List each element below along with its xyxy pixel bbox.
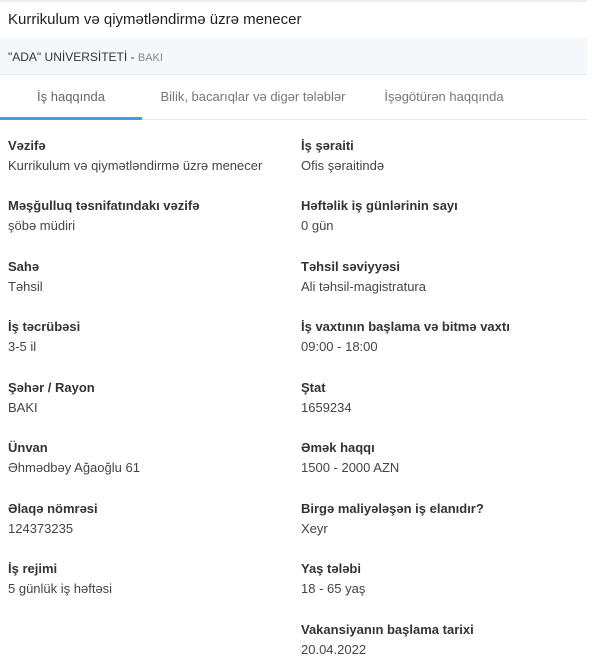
field-classification-position-value: şöbə müdiri bbox=[8, 218, 76, 233]
field-salary bbox=[301, 439, 399, 477]
field-sector-label: Sahə bbox=[8, 259, 40, 274]
company-bar bbox=[0, 38, 587, 75]
field-address bbox=[8, 439, 140, 477]
tab-about-job[interactable] bbox=[0, 75, 142, 119]
field-cofunded-label: Birgə maliyələşən iş elanıdır? bbox=[301, 501, 484, 516]
field-position bbox=[8, 137, 262, 175]
field-contact-number-label: Əlaqə nömrəsi bbox=[8, 501, 98, 516]
tab-about-employer[interactable] bbox=[364, 75, 524, 119]
field-experience-label: İş təcrübəsi bbox=[8, 319, 81, 334]
tab-skills-requirements[interactable] bbox=[142, 75, 364, 119]
company-label bbox=[8, 50, 163, 64]
field-experience bbox=[8, 318, 80, 356]
company-name[interactable]: "ADA" UNİVERSİTETİ - bbox=[8, 50, 138, 64]
field-work-hours bbox=[301, 318, 510, 356]
field-classification-position-label: Məşğulluq təsnifatındakı vəzifə bbox=[8, 198, 200, 213]
field-education-level bbox=[301, 258, 426, 296]
field-address-label: Ünvan bbox=[8, 440, 48, 455]
field-weekly-workdays-value: 0 gün bbox=[301, 218, 334, 233]
field-weekly-workdays-label: Həftəlik iş günlərinin sayı bbox=[301, 198, 458, 213]
field-cofunded-value: Xeyr bbox=[301, 521, 328, 536]
field-city-region-label: Şəhər / Rayon bbox=[8, 380, 95, 395]
tab-about-job-label: İş haqqında bbox=[37, 89, 105, 104]
field-staff-unit-value: 1659234 bbox=[301, 400, 352, 415]
field-cofunded bbox=[301, 500, 484, 538]
field-staff-unit-label: Ştat bbox=[301, 380, 326, 395]
field-staff-unit bbox=[301, 379, 352, 417]
top-divider bbox=[0, 0, 587, 2]
field-contact-number-value: 124373235 bbox=[8, 521, 74, 536]
field-city-region-value: BAKI bbox=[8, 400, 38, 415]
field-age-requirement bbox=[301, 560, 365, 598]
field-age-requirement-label: Yaş tələbi bbox=[301, 561, 361, 576]
field-vacancy-start-date-value: 20.04.2022 bbox=[301, 642, 367, 657]
field-sector-value: Təhsil bbox=[8, 279, 43, 294]
tab-about-employer-label: İşəgötürən haqqında bbox=[384, 89, 504, 104]
field-salary-value: 1500 - 2000 AZN bbox=[301, 460, 400, 475]
field-work-hours-value: 09:00 - 18:00 bbox=[301, 339, 378, 354]
page-title: Kurrikulum və qiymətləndirmə üzrə menecer bbox=[8, 11, 302, 28]
field-vacancy-start-date bbox=[301, 621, 474, 659]
active-tab-indicator bbox=[0, 117, 142, 120]
field-weekly-workdays bbox=[301, 197, 458, 235]
field-education-level-value: Ali təhsil-magistratura bbox=[301, 279, 426, 294]
field-work-conditions-value: Ofis şəraitində bbox=[301, 158, 385, 173]
field-address-value: Əhmədbəy Ağaoğlu 61 bbox=[8, 460, 140, 475]
field-classification-position bbox=[8, 197, 199, 235]
field-work-conditions-label: İş şəraiti bbox=[301, 138, 354, 153]
tab-bar bbox=[0, 75, 587, 120]
field-sector bbox=[8, 258, 43, 296]
field-city-region bbox=[8, 379, 95, 417]
field-education-level-label: Təhsil səviyyəsi bbox=[301, 259, 401, 274]
field-age-requirement-value: 18 - 65 yaş bbox=[301, 581, 366, 596]
field-vacancy-start-date-label: Vakansiyanın başlama tarixi bbox=[301, 622, 474, 637]
company-city: BAKI bbox=[137, 52, 163, 64]
field-contact-number bbox=[8, 500, 98, 538]
tab-skills-requirements-label: Bilik, bacarıqlar və digər tələblər bbox=[160, 89, 346, 104]
field-work-conditions bbox=[301, 137, 384, 175]
field-work-schedule bbox=[8, 560, 112, 598]
field-experience-value: 3-5 il bbox=[8, 339, 37, 354]
field-work-schedule-value: 5 günlük iş həftəsi bbox=[8, 581, 113, 596]
field-position-value: Kurrikulum və qiymətləndirmə üzrə menecer bbox=[8, 158, 263, 173]
field-work-hours-label: İş vaxtının başlama və bitmə vaxtı bbox=[301, 319, 510, 334]
field-position-label: Vəzifə bbox=[8, 138, 46, 153]
field-work-schedule-label: İş rejimi bbox=[8, 561, 58, 576]
field-salary-label: Əmək haqqı bbox=[301, 440, 375, 455]
